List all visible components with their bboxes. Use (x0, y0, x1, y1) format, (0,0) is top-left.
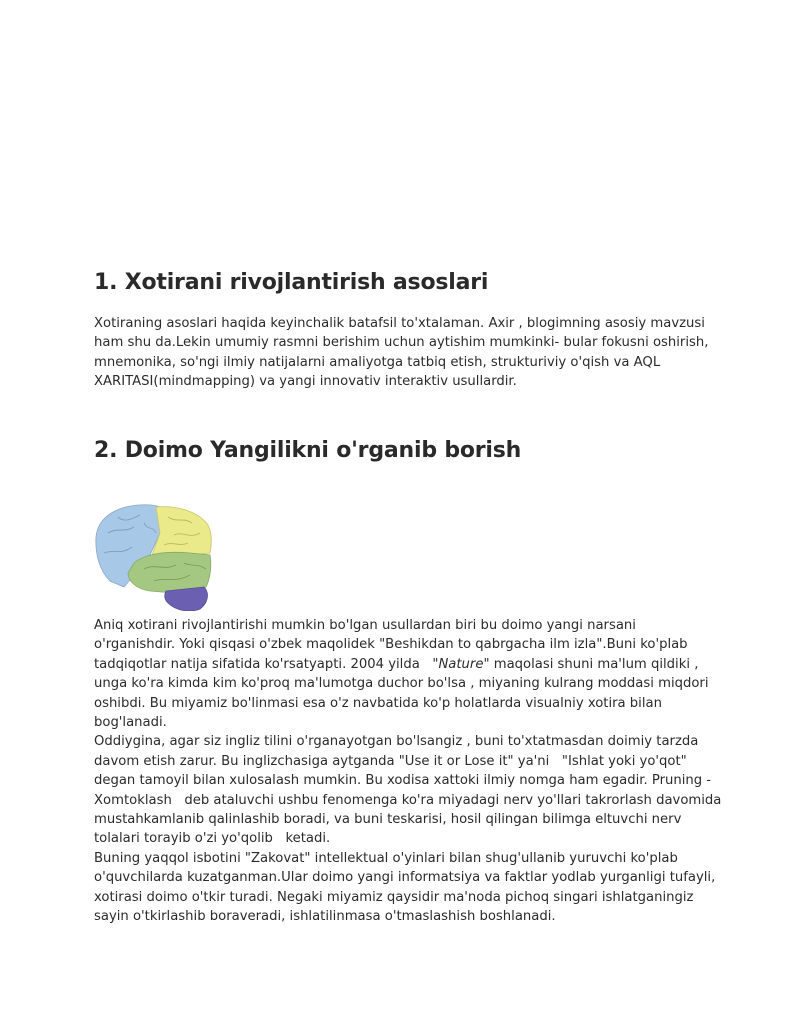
line-text: maqolasi shuni ma'lum qildiki , (489, 656, 699, 672)
nature-journal-name: "Nature" (432, 656, 490, 672)
paragraph-line: bog'lanadi. (94, 715, 167, 731)
paragraph-line: xotirasi doimo o'tkir turadi. Negaki miyamiz qaysidir ma'noda pichoq singari ishlatganingiz (94, 889, 694, 905)
line-text: tadqiqotlar natija sifatida ko'rsatyapti. 2004 yilda (94, 656, 433, 672)
paragraph-line: Xomtoklash deb ataluvchi ushbu fenomenga ko'ra miyadagi nerv yo'llari takrorlash davomida (94, 792, 722, 808)
paragraph-line: ham shu da.Lekin umumiy rasmni berishim uchun aytishim mumkinki- bular fokusni oshirish, (94, 335, 709, 351)
section2-paragraph (94, 616, 722, 927)
paragraph-line: davom etish zarur. Bu inglizchasiga aytganda "Use it or Lose it" ya'ni "Ishlat yoki yo'qot" (94, 753, 687, 769)
paragraph-line: XARITASI(mindmapping) va yangi innovativ interaktiv usullardir. (94, 374, 517, 390)
paragraph-line: Buning yaqqol isbotini "Zakovat" intellektual o'yinlari bilan shug'ullanib yuruvchi ko'plab (94, 850, 678, 866)
paragraph-line: unga ko'ra kimda kim ko'proq ma'lumotga duchor bo'lsa , miyaning kulrang moddasi miqdori (94, 676, 709, 692)
paragraph-line: o'quvchilarda kuzatganman.Ular doimo yangi informatsiya va faktlar yodlab yurganligi tufayli, (94, 870, 716, 886)
paragraph-line-nature (94, 655, 714, 674)
paragraph-line: mustahkamlanib qalinlashib boradi, va buni teskarisi, hosil qilingan bilimga eltuvchi nerv (94, 812, 682, 828)
section-heading-memory-basics: 1. Xotirani rivojlantirish asoslari (94, 270, 489, 295)
paragraph-line: tolalari torayib o'zi yo'qolib ketadi. (94, 831, 331, 847)
brain-illustration-icon (94, 503, 212, 611)
paragraph-line: mnemonika, so'ngi ilmiy natijalarni amaliyotga tatbiq etish, strukturiviy o'qish va AQL (94, 354, 661, 370)
paragraph-line: Aniq xotirani rivojlantirishi mumkin bo'lgan usullardan biri bu doimo yangi narsani (94, 618, 636, 633)
paragraph-line: oshibdi. Bu miyamiz bo'linmasi esa o'z navbatida ko'p holatlarda visualniy xotira bilan (94, 695, 662, 711)
paragraph-line: Oddiygina, agar siz ingliz tilini o'rganayotgan bo'lsangiz , buni to'xtatmasdan doimiy tarzda (94, 734, 699, 750)
section-heading-keep-learning: 2. Doimo Yangilikni o'rganib borish (94, 438, 522, 463)
paragraph-line: sayin o'tkirlashib boraveradi, ishlatilinmasa o'tmaslashish boshlanadi. (94, 909, 556, 925)
section1-paragraph (94, 314, 709, 392)
paragraph-line: Xotiraning asoslari haqida keyinchalik batafsil to'xtalaman. Axir , blogimning asosiy mavzusi (94, 316, 705, 331)
paragraph-line: degan tamoyil bilan xulosalash mumkin. Bu xodisa xattoki ilmiy nomga ham egadir. Pruning - (94, 773, 712, 789)
paragraph-line: o'rganishdir. Yoki qisqasi o'zbek maqolidek "Beshikdan to qabrgacha ilm izla".Buni ko'plab (94, 637, 688, 653)
